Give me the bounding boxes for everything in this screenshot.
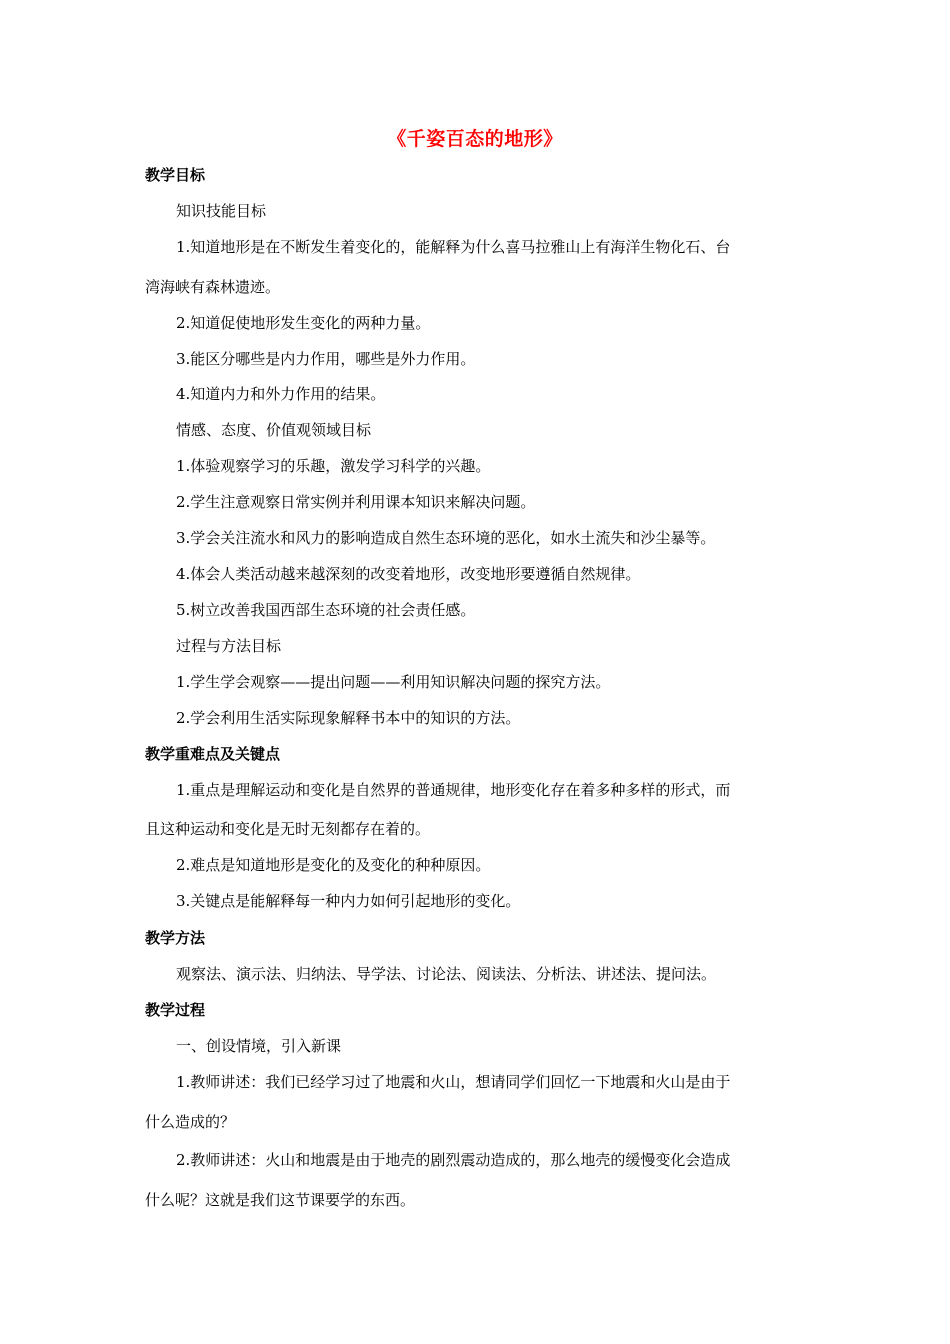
paragraph-line: 2.教师讲述：火山和地震是由于地壳的剧烈震动造成的，那么地壳的缓慢变化会造成 [176, 1151, 731, 1169]
paragraph-line: 观察法、演示法、归纳法、导学法、讨论法、阅读法、分析法、讲述法、提问法。 [176, 965, 717, 983]
subheading-knowledge-goals: 知识技能目标 [176, 202, 267, 220]
paragraph-line: 3.能区分哪些是内力作用，哪些是外力作用。 [176, 350, 476, 368]
subheading-step-one: 一、创设情境，引入新课 [176, 1037, 342, 1055]
paragraph-line: 3.学会关注流水和风力的影响造成自然生态环境的恶化，如水土流失和沙尘暴等。 [176, 529, 716, 547]
subheading-emotion-goals: 情感、态度、价值观领域目标 [176, 421, 372, 439]
paragraph-line: 湾海峡有森林遗迹。 [145, 278, 281, 296]
paragraph-line: 3.关键点是能解释每一种内力如何引起地形的变化。 [176, 892, 521, 910]
paragraph-line: 2.难点是知道地形是变化的及变化的种种原因。 [176, 856, 491, 874]
paragraph-line: 且这种运动和变化是无时无刻都存在着的。 [145, 820, 431, 838]
heading-key-points: 教学重难点及关键点 [145, 745, 281, 763]
page-title: 《千姿百态的地形》 [387, 128, 563, 150]
paragraph-line: 4.知道内力和外力作用的结果。 [176, 385, 386, 403]
paragraph-line: 什么呢？这就是我们这节课要学的东西。 [145, 1191, 416, 1209]
paragraph-line: 1.知道地形是在不断发生着变化的，能解释为什么喜马拉雅山上有海洋生物化石、台 [176, 238, 731, 256]
paragraph-line: 4.体会人类活动越来越深刻的改变着地形，改变地形要遵循自然规律。 [176, 565, 641, 583]
paragraph-line: 1.学生学会观察——提出问题——利用知识解决问题的探究方法。 [176, 673, 611, 691]
heading-teaching-goals: 教学目标 [145, 166, 206, 184]
paragraph-line: 1.重点是理解运动和变化是自然界的普通规律，地形变化存在着多种多样的形式，而 [176, 781, 731, 799]
subheading-process-goals: 过程与方法目标 [176, 637, 282, 655]
heading-teaching-methods: 教学方法 [145, 929, 206, 947]
paragraph-line: 什么造成的？ [145, 1113, 236, 1131]
paragraph-line: 2.学会利用生活实际现象解释书本中的知识的方法。 [176, 709, 521, 727]
heading-teaching-process: 教学过程 [145, 1001, 206, 1019]
paragraph-line: 5.树立改善我国西部生态环境的社会责任感。 [176, 601, 476, 619]
paragraph-line: 1.体验观察学习的乐趣，激发学习科学的兴趣。 [176, 457, 491, 475]
paragraph-line: 1.教师讲述：我们已经学习过了地震和火山，想请同学们回忆一下地震和火山是由于 [176, 1073, 731, 1091]
paragraph-line: 2.知道促使地形发生变化的两种力量。 [176, 314, 431, 332]
paragraph-line: 2.学生注意观察日常实例并利用课本知识来解决问题。 [176, 493, 536, 511]
